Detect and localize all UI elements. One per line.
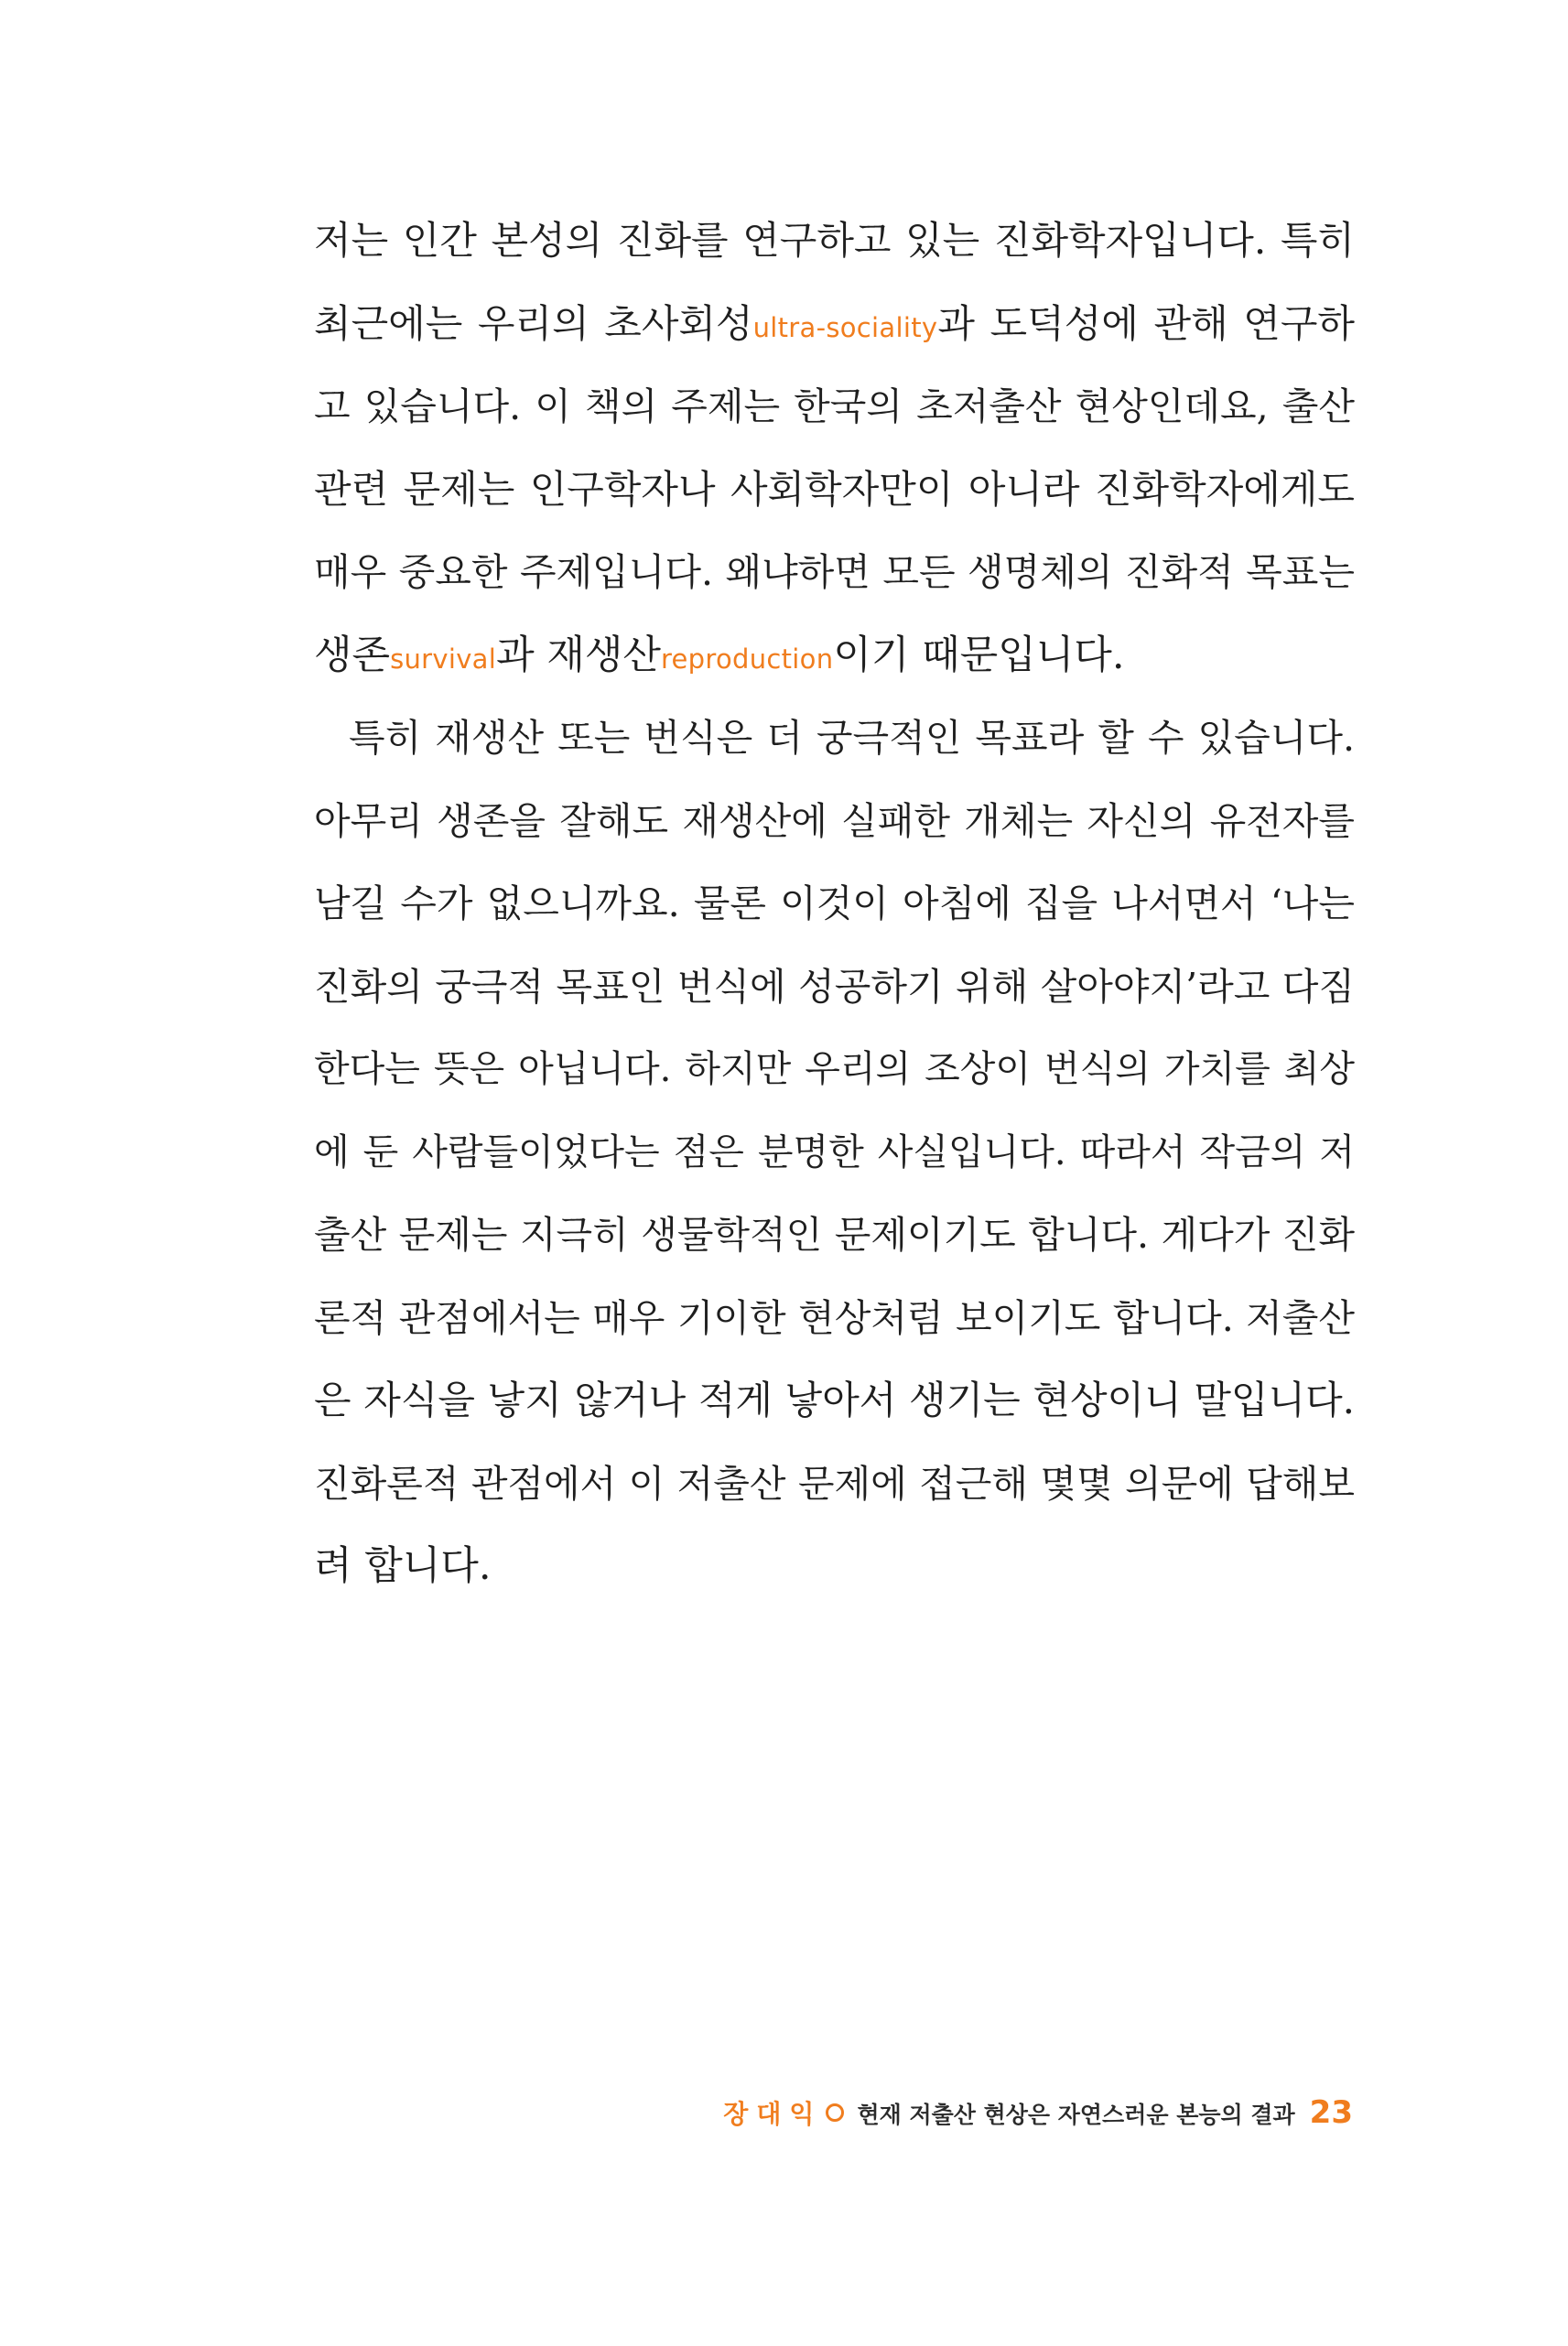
text-line	[314, 1028, 1355, 1111]
text-line	[314, 1111, 1355, 1195]
text-run: 과 재생산	[496, 632, 661, 678]
text-run: 관련 문제는 인구학자나 사회학자만이 아니라 진화학자에게도	[314, 466, 1355, 512]
text-run: 생존	[314, 632, 391, 678]
english-gloss: ultra-sociality	[752, 311, 938, 343]
text-line	[314, 1443, 1355, 1526]
text-run: 고 있습니다. 이 책의 주제는 한국의 초저출산 현상인데요, 출산	[314, 384, 1355, 428]
text-line	[314, 531, 1355, 614]
text-run: 저는 인간 본성의 진화를 연구하고 있는 진화학자입니다. 특히	[314, 218, 1355, 263]
text-line	[314, 1359, 1355, 1443]
text-line	[314, 283, 1355, 366]
text-line	[314, 1277, 1355, 1360]
text-run: 특히 재생산 또는 번식은 더 궁극적인 목표라 할 수 있습니다.	[349, 716, 1355, 760]
text-line	[314, 200, 1355, 283]
text-line	[314, 365, 1355, 449]
text-run: 론적 관점에서는 매우 기이한 현상처럼 보이기도 합니다. 저출산	[314, 1295, 1355, 1340]
paragraph-2	[314, 697, 1355, 1608]
text-run: 남길 수가 없으니까요. 물론 이것이 아침에 집을 나서면서 ‘나는	[314, 881, 1355, 925]
text-run: 아무리 생존을 잘해도 재생산에 실패한 개체는 자신의 유전자를	[314, 798, 1355, 843]
text-line	[314, 449, 1355, 532]
text-line	[314, 614, 1355, 697]
text-run: 진화론적 관점에서 이 저출산 문제에 접근해 몇몇 의문에 답해보	[314, 1461, 1355, 1506]
page-footer	[0, 2094, 1353, 2131]
text-run: 이기 때문입니다.	[833, 632, 1125, 678]
text-line	[314, 862, 1355, 946]
text-run: 려 합니다.	[314, 1543, 492, 1589]
english-gloss: survival	[390, 643, 497, 675]
text-line	[314, 1525, 1355, 1608]
circle-separator-icon	[826, 2103, 844, 2122]
text-run: 진화의 궁극적 목표인 번식에 성공하기 위해 살아야지’라고 다짐	[314, 964, 1355, 1009]
text-run: 출산 문제는 지극히 생물학적인 문제이기도 합니다. 게다가 진화	[314, 1213, 1355, 1257]
text-run: 에 둔 사람들이었다는 점은 분명한 사실입니다. 따라서 작금의 저	[314, 1130, 1355, 1173]
text-line	[314, 1194, 1355, 1277]
text-line	[314, 697, 1355, 780]
text-run: 매우 중요한 주제입니다. 왜냐하면 모든 생명체의 진화적 목표는	[314, 550, 1355, 594]
text-run: 은 자식을 낳지 않거나 적게 낳아서 생기는 현상이니 말입니다.	[314, 1378, 1355, 1422]
text-line	[314, 780, 1355, 863]
english-gloss: reproduction	[660, 643, 834, 675]
text-run: 한다는 뜻은 아닙니다. 하지만 우리의 조상이 번식의 가치를 최상	[314, 1048, 1355, 1090]
author-name: 장대익	[723, 2099, 823, 2129]
text-run: 최근에는 우리의 초사회성	[314, 300, 753, 346]
page-number: 23	[1309, 2094, 1353, 2131]
text-line	[314, 946, 1355, 1029]
body-text	[314, 200, 1355, 1608]
text-run: 과 도덕성에 관해 연구하	[937, 300, 1355, 346]
paragraph-1	[314, 200, 1355, 697]
chapter-title: 현재 저출산 현상은 자연스러운 본능의 결과	[857, 2102, 1295, 2128]
